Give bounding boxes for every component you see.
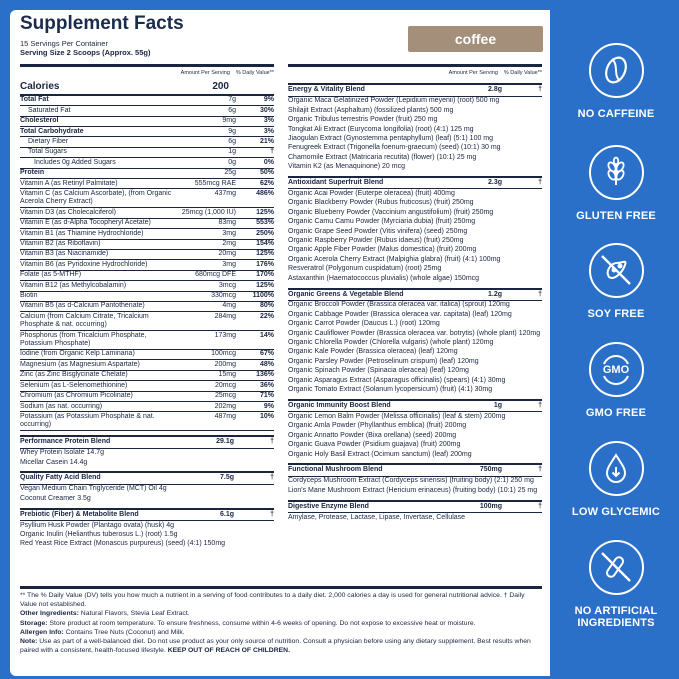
nutrient-row: [20, 148, 274, 158]
badge-label: GLUTEN FREE: [576, 210, 656, 222]
ingredient-item: Vitamin K2 (as Menaquinone) 20 mcg: [288, 163, 405, 171]
nutrient-amount: 173mg: [214, 331, 236, 339]
blend-name: Digestive Enzyme Blend: [288, 502, 369, 510]
nutrient-amount: 0g: [228, 158, 236, 166]
nutrient-row: [20, 371, 274, 381]
calories-value: 200: [212, 81, 229, 93]
feature-badges: [553, 0, 679, 679]
nutrient-amount: 6g: [228, 106, 236, 114]
dv-header: % Daily Value**: [235, 70, 274, 76]
blend-section: [288, 463, 542, 495]
blend-name: Quality Fatty Acid Blend: [20, 474, 101, 482]
nutrient-name: Total Carbohydrate: [20, 127, 84, 135]
ingredient-item: Lion's Mane Mushroom Extract (Hericium erinaceus) (fruiting body) (10:1) 25 mg: [288, 486, 538, 494]
nutrient-amount: 284mg: [214, 312, 236, 320]
amount-header: Amount Per Serving: [180, 70, 230, 76]
nutrient-row: [20, 381, 274, 391]
ingredient-item: Astaxanthin (Haematococcus pluvialis) (whole algae) 150mcg: [288, 274, 480, 282]
ingredient-item: Amylase, Protease, Lactase, Lipase, Invertase, Cellulase: [288, 513, 466, 521]
nutrient-amount: 330mcg: [211, 292, 236, 300]
ingredient-item: Organic Cauliflower Powder (Brassica oleracea var. botrytis) (whole plant) 120mg: [288, 329, 541, 337]
right-column: [288, 64, 542, 522]
nutrient-name: Sodium (as nat. occurring): [20, 402, 103, 410]
nutrient-dv: 21%: [259, 137, 274, 145]
nutrient-name: Vitamin C (as Calcium Ascorbate), (from Organic Acerola Cherry Extract): [20, 189, 172, 206]
nutrient-name: Biotin: [20, 292, 38, 300]
blend-name: Functional Mushroom Blend: [288, 466, 383, 474]
blend-header: [20, 474, 274, 482]
ingredient-item: Shilajit Extract (Asphaltum) (fossilized plants) 500 mg: [288, 106, 454, 114]
nutrient-amount: 437mg: [214, 189, 236, 197]
calories-row: [20, 79, 274, 95]
nutrient-name: Total Fat: [20, 96, 49, 104]
nutrient-dv: 67%: [259, 350, 274, 358]
ingredient-item: Organic Spinach Powder (Spinacia oleracea) (leaf) 120mg: [288, 367, 469, 375]
blend-dv: †: [538, 179, 542, 187]
coffee-bean-icon: [599, 53, 633, 87]
blend-dv: †: [538, 466, 542, 474]
nutrient-amount: 9mg: [222, 117, 236, 125]
blend-dv: †: [538, 402, 542, 409]
svg-text:GMO: GMO: [602, 364, 629, 376]
footer-notes: [20, 586, 542, 655]
nutrient-name: Selenium (as L-Selenomethionine): [20, 381, 128, 389]
ingredient-item: Organic Inulin (Helianthus tuberosus L.) (root) 1.5g: [20, 530, 178, 538]
blend-name: Prebiotic (Fiber) & Metabolite Blend: [20, 510, 139, 518]
nutrient-dv: 250%: [256, 229, 274, 237]
badge-gluten-free: [553, 145, 679, 222]
blend-header: [20, 438, 274, 446]
ingredient-item: Organic Broccoli Powder (Brassica oleracea var. italica) (sprout) 120mg: [288, 301, 510, 309]
ingredient-item: Cordyceps Mushroom Extract (Cordyceps sinensis) (fruiting body) (2:1) 250 mg: [288, 477, 534, 485]
nutrient-dv: 154%: [256, 240, 274, 247]
blend-amount: 29.1g: [216, 438, 234, 446]
nutrient-row: [20, 312, 274, 331]
nutrient-dv: 136%: [256, 371, 274, 379]
blend-header: [288, 291, 542, 299]
blend-amount: 2.3g: [487, 179, 502, 187]
nutrient-amount: 7g: [228, 96, 236, 104]
nutrient-name: Folate (as 5-MTHF): [20, 271, 82, 279]
nutrient-row: [20, 402, 274, 412]
blend-section: [20, 508, 274, 550]
ingredient-item: Chamomile Extract (Matricaria recutita) (flower) (10:1) 25 mg: [288, 153, 477, 161]
nutrient-dv: 50%: [259, 169, 274, 177]
badge-label: GMO FREE: [585, 407, 647, 419]
blend-name: Antioxidant Superfruit Blend: [288, 179, 384, 187]
nutrient-name: Vitamin D3 (as Cholecalciferol): [20, 208, 116, 216]
nutrient-name: Vitamin B5 (as d-Calcium Pantothenate): [20, 302, 145, 310]
nutrient-row: [20, 137, 274, 147]
blend-amount: 1g: [493, 402, 502, 409]
blend-section: [288, 176, 542, 283]
ingredient-item: Organic Holy Basil Extract (Ocimum sanctum) (leaf) 200mg: [288, 450, 472, 458]
left-column: [20, 64, 274, 549]
nutrient-amount: 555mcg RAE: [194, 179, 236, 187]
nutrient-row: [20, 127, 274, 137]
ingredient-item: Red Yeast Rice Extract (Monascus purpureus) (seed) (4:1) 150mg: [20, 540, 226, 548]
storage-note: Storage: Store product at room temperature. To ensure freshness, consume within 4-6 weeks of opening. Do not expose to excessive heat or moisture.: [20, 619, 476, 627]
blend-section: [20, 471, 274, 503]
nutrient-dv: 170%: [256, 271, 274, 279]
nutrient-amount: 3mcg: [218, 281, 236, 289]
badge-label: NO ARTIFICIAL INGREDIENTS: [574, 605, 658, 629]
nutrient-name: Vitamin B6 (as Pyridoxine Hydrochloride): [20, 260, 148, 268]
ingredient-item: Organic Parsley Powder (Petroselinum crispum) (leaf) 120mg: [288, 357, 479, 365]
nutrient-amount: 4mg: [222, 302, 236, 310]
badge-label: NO CAFFEINE: [577, 108, 655, 120]
badge-label: SOY FREE: [587, 308, 645, 320]
nutrient-row: [20, 179, 274, 189]
ingredient-item: Organic Raspberry Powder (Rubus idaeus) (fruit) 250mg: [288, 237, 464, 244]
nutrient-name: Vitamin B12 (as Methylcobalamin): [20, 281, 127, 289]
nutrient-row: [20, 302, 274, 312]
blend-amount: 7.5g: [219, 474, 234, 482]
amount-header: Amount Per Serving: [448, 70, 498, 76]
blend-section: [288, 399, 542, 459]
nutrient-dv: 62%: [259, 179, 274, 187]
nutrient-row: [20, 392, 274, 402]
nutrient-dv: 48%: [259, 360, 274, 368]
calories-label: Calories: [20, 81, 60, 93]
nutrient-dv: 9%: [263, 96, 274, 104]
blend-amount: 2.8g: [487, 86, 502, 94]
other-ingredients: Other Ingredients: Natural Flavors, Stevia Leaf Extract.: [20, 610, 190, 618]
left-blends: [20, 435, 274, 549]
blend-amount: 6.1g: [219, 510, 234, 518]
ingredient-item: Organic Amla Powder (Phyllanthus emblica) (fruit) 200mg: [288, 422, 467, 430]
nutrient-amount: 202mg: [214, 402, 236, 410]
badge-low-glycemic: [553, 441, 679, 518]
ingredient-item: Coconut Creamer 3.5g: [20, 494, 91, 502]
right-blends: [288, 83, 542, 522]
nutrient-row: [20, 292, 274, 302]
nutrient-amount: 25mcg: [214, 392, 236, 400]
ingredient-item: Resveratrol (Polygonum cuspidatum) (root) 25mg: [288, 265, 442, 273]
gmo-icon: [599, 352, 633, 386]
ingredient-item: Organic Chlorella Powder (Chlorella vulgaris) (whole plant) 120mg: [288, 339, 494, 347]
nutrient-dv: 22%: [259, 312, 274, 320]
blend-header: [288, 503, 542, 511]
blend-dv: †: [270, 474, 274, 482]
nutrient-amount: 3mg: [222, 229, 236, 237]
ingredient-item: Organic Carrot Powder (Daucus L.) (root) 120mg: [288, 320, 440, 328]
nutrient-amount: 83mg: [218, 219, 236, 227]
nutrient-row: [20, 412, 274, 431]
ingredient-item: Organic Maca Gelatinized Powder (Lepidium meyenii) (root) 500 mg: [288, 97, 500, 105]
nutrient-name: Iodine (from Organic Kelp Laminaria): [20, 350, 135, 358]
blend-header: [288, 466, 542, 474]
nutrient-name: Phosphorus (from Tricalcium Phosphate, Potassium Phosphate): [20, 331, 147, 348]
nutrient-amount: 2mg: [222, 240, 236, 247]
nutrient-name: Calcium (from Calcium Citrate, Tricalcium Phosphate & nat. occurring): [20, 312, 149, 329]
ingredient-item: Organic Lemon Balm Powder (Melissa officinalis) (leaf & stem) 200mg: [288, 412, 506, 420]
nutrient-dv: 3%: [263, 117, 274, 125]
blend-section: [288, 500, 542, 523]
nutrient-row: [20, 169, 274, 179]
nutrient-row: [20, 106, 274, 116]
nutrient-dv: 30%: [259, 106, 274, 114]
nutrient-row: [20, 271, 274, 281]
dv-note: ** The % Daily Value (DV) tells you how much a nutrient in a serving of food contributes to a daily diet. 2,000 calories a day is used for general nutritional advice. † Daily Value not established.: [20, 592, 525, 609]
nutrient-name: Vitamin B3 (as Niacinamide): [20, 250, 109, 258]
blend-name: Performance Protein Blend: [20, 438, 111, 446]
ingredient-item: Organic Cabbage Powder (Brassica oleracea var. capitata) (leaf) 120mg: [288, 310, 512, 318]
ingredient-item: Vegan Medium Chain Triglyceride (MCT) Oil 4g: [20, 485, 167, 493]
allergen-info: Allergen Info: Contains Tree Nuts (Coconut) and Milk.: [20, 628, 185, 636]
nutrient-amount: 25mcg (1,000 IU): [181, 208, 236, 216]
nutrient-amount: 20mcg: [214, 381, 236, 389]
nutrient-amount: 15mg: [218, 371, 236, 379]
nutrient-dv: 71%: [259, 392, 274, 400]
nutrient-dv: 0%: [263, 158, 274, 166]
nutrient-name: Vitamin B2 (as Riboflavin): [20, 240, 101, 247]
nutrient-row: [20, 260, 274, 270]
blend-dv: †: [270, 438, 274, 446]
nutrient-row: [20, 360, 274, 370]
ingredient-item: Whey Protein Isolate 14.7g: [20, 449, 105, 457]
no-test-tube-icon: [599, 550, 633, 584]
nutrient-dv: 176%: [256, 260, 274, 268]
ingredient-item: Organic Grape Seed Powder (Vitis vinifera) (seed) 250mg: [288, 227, 468, 235]
nutrient-name: Cholesterol: [20, 117, 59, 125]
blend-header: [288, 402, 542, 410]
blend-section: [20, 435, 274, 467]
dv-header: % Daily Value**: [503, 70, 542, 76]
nutrient-amount: 100mcg: [211, 350, 236, 358]
ingredient-item: Organic Asparagus Extract (Asparagus officinalis) (spears) (4:1) 30mg: [288, 376, 506, 384]
blend-amount: 750mg: [479, 466, 502, 474]
nutrient-dv: 486%: [256, 189, 274, 197]
badge-no-caffeine: [553, 43, 679, 120]
nutrient-dv: 80%: [259, 302, 274, 310]
ingredient-item: Organic Kale Powder (Brassica oleracea) (leaf) 120mg: [288, 348, 458, 356]
nutrient-name: Saturated Fat: [28, 106, 71, 114]
nutrient-name: Dietary Fiber: [28, 137, 69, 145]
blend-amount: 1.2g: [487, 290, 502, 298]
blend-amount: 100mg: [479, 502, 502, 510]
nutrient-name: Magnesium (as Magnesium Aspartate): [20, 360, 140, 368]
nutrient-dv: †: [270, 148, 274, 156]
nutrient-dv: 1100%: [252, 292, 274, 300]
nutrient-name: Total Sugars: [28, 148, 67, 156]
nutrient-dv: 125%: [256, 281, 274, 289]
nutrient-name: Chromium (as Chromium Picolinate): [20, 392, 133, 400]
wheat-icon: [599, 155, 633, 189]
serving-size: Serving Size 2 Scoops (Approx. 55g): [20, 48, 151, 57]
nutrient-row: [20, 189, 274, 208]
blend-header: [288, 86, 542, 94]
nutrient-row: [20, 208, 274, 218]
blend-section: [288, 83, 542, 172]
nutrient-amount: 1g: [228, 148, 236, 156]
ingredient-item: Organic Guava Powder (Psidium guajava) (fruit) 200mg: [288, 441, 461, 449]
blend-dv: †: [538, 290, 542, 298]
nutrient-table: [20, 96, 274, 431]
blend-dv: †: [538, 86, 542, 94]
nutrient-dv: 14%: [259, 331, 274, 339]
nutrient-row: [20, 117, 274, 127]
table-header: [20, 67, 274, 79]
ingredient-item: Organic Annatto Powder (Bixa orellana) (seed) 200mg: [288, 431, 457, 439]
nutrient-row: [20, 331, 274, 350]
blend-header: [20, 511, 274, 519]
page-title: Supplement Facts: [20, 13, 184, 34]
nutrient-dv: 10%: [259, 412, 274, 420]
nutrient-amount: 3mg: [222, 260, 236, 268]
nutrient-row: [20, 281, 274, 291]
nutrient-row: [20, 250, 274, 260]
nutrient-name: Vitamin E (as d-Alpha Tocopheryl Acetate): [20, 219, 151, 227]
nutrient-amount: 25g: [224, 169, 236, 177]
nutrient-name: Vitamin B1 (as Thiamine Hydrochloride): [20, 229, 144, 237]
usage-note: Note: Use as part of a well-balanced diet. Do not use product as your only source of nutrition. Consult a physician before using any dietary supplement. Best results when paired with a consistent, health-focused lifestyle. KEEP OUT OF REACH OF CHILDREN.: [20, 638, 531, 655]
blend-name: Organic Immunity Boost Blend: [288, 402, 391, 409]
nutrient-amount: 200mg: [214, 360, 236, 368]
ingredient-item: Organic Camu Camu Powder (Myrciaria dubia) (fruit) 250mg: [288, 218, 476, 226]
nutrient-amount: 487mg: [214, 412, 236, 420]
nutrient-amount: 9g: [228, 127, 236, 135]
ingredient-item: Organic Tomato Extract (Solanum lycopersicum) (fruit) (4:1) 30mg: [288, 386, 493, 394]
blend-header: [288, 179, 542, 187]
nutrient-dv: 125%: [256, 208, 274, 216]
badge-gmo-free: [553, 342, 679, 419]
ingredient-item: Micellar Casein 14.4g: [20, 458, 88, 466]
no-soy-icon: [599, 253, 633, 287]
ingredient-item: Organic Apple Fiber Powder (Malus domestica) (fruit) 200mg: [288, 246, 477, 254]
nutrient-row: [20, 229, 274, 239]
nutrient-dv: 553%: [256, 219, 274, 227]
table-header: [288, 67, 542, 79]
ingredient-item: Organic Acai Powder (Euterpe oleracea) (fruit) 400mg: [288, 189, 455, 197]
blend-dv: †: [538, 502, 542, 510]
nutrient-name: Zinc (as Zinc Bisglycinate Chelate): [20, 371, 128, 379]
ingredient-item: Jiaogulan Extract (Gynostemma pentaphyllum) (leaf) (5:1) 100 mg: [288, 134, 494, 142]
nutrient-name: Potassium (as Potassium Phosphate & nat. occurring): [20, 412, 155, 429]
nutrient-dv: 125%: [256, 250, 274, 258]
badge-no-artificial: [553, 540, 679, 629]
nutrient-row: [20, 350, 274, 360]
ingredient-item: Psyllium Husk Powder (Plantago ovata) (husk) 4g: [20, 521, 175, 529]
blood-drop-icon: [599, 451, 633, 485]
badge-soy-free: [553, 243, 679, 320]
ingredient-item: Organic Acerola Cherry Extract (Malpighia glabra) (fruit) (4:1) 100mg: [288, 255, 501, 263]
nutrient-dv: 9%: [263, 402, 274, 410]
nutrient-row: [20, 240, 274, 250]
nutrient-dv: 3%: [263, 127, 274, 135]
flavor-badge: coffee: [408, 26, 543, 52]
nutrient-name: Protein: [20, 169, 45, 177]
ingredient-item: Fenugreek Extract (Trigonella foenum-graecum) (seed) (10:1) 30 mg: [288, 144, 501, 152]
badge-label: LOW GLYCEMIC: [571, 506, 661, 518]
blend-section: [288, 288, 542, 395]
servings-per-container: 15 Servings Per Container: [20, 39, 108, 48]
nutrient-amount: 680mcg DFE: [195, 271, 236, 279]
nutrient-row: [20, 158, 274, 168]
nutrient-name: Vitamin A (as Retinyl Palmitate): [20, 179, 118, 187]
nutrient-dv: 36%: [259, 381, 274, 389]
nutrient-amount: 20mg: [218, 250, 236, 258]
nutrient-name: Includes 0g Added Sugars: [34, 158, 116, 166]
blend-dv: †: [270, 510, 274, 518]
ingredient-item: Organic Tribulus terrestris Powder (fruit) 250 mg: [288, 116, 438, 124]
blend-name: Organic Greens & Vegetable Blend: [288, 290, 404, 298]
ingredient-item: Organic Blackberry Powder (Rubus fruticosus) (fruit) 250mg: [288, 199, 474, 207]
blend-name: Energy & Vitality Blend: [288, 86, 365, 94]
ingredient-item: Tongkat Ali Extract (Eurycoma longifolia) (root) (4:1) 125 mg: [288, 125, 474, 133]
ingredient-item: Organic Blueberry Powder (Vaccinium angustifolium) (fruit) 250mg: [288, 208, 494, 216]
nutrient-row: [20, 96, 274, 106]
nutrient-row: [20, 219, 274, 229]
nutrient-amount: 6g: [228, 137, 236, 145]
